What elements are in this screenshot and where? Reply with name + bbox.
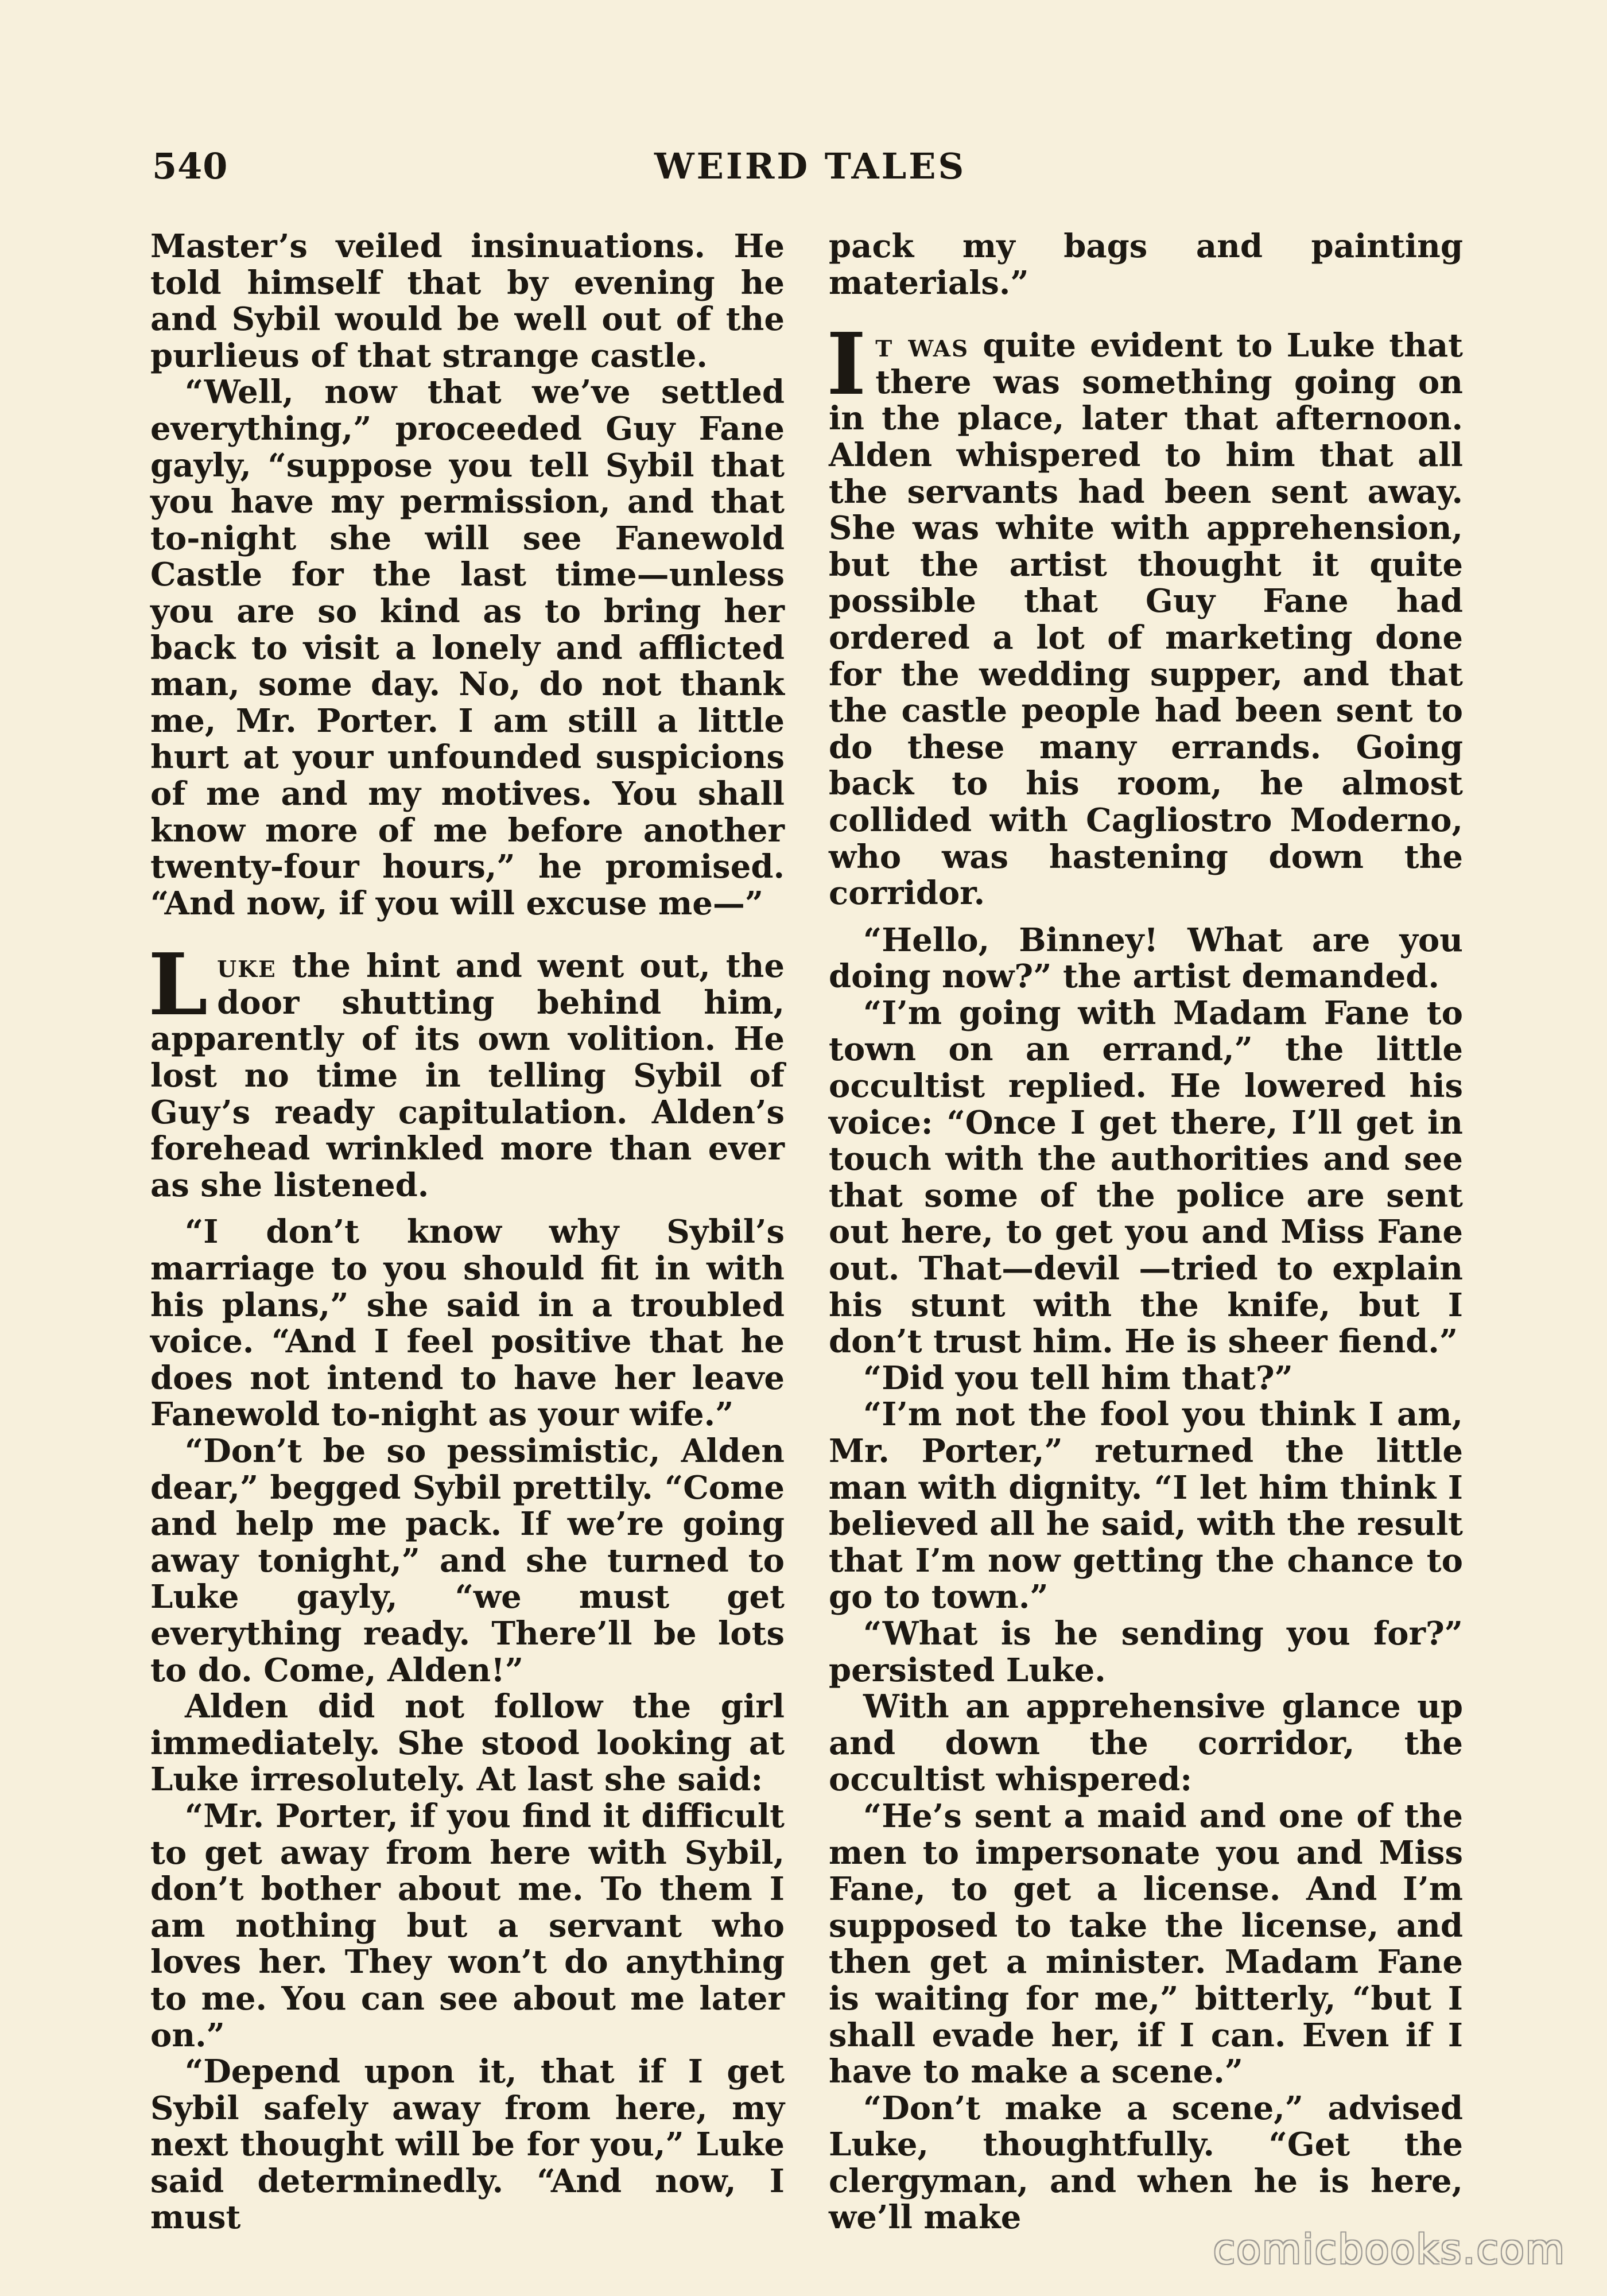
paragraph: “Did you tell him that?” — [863, 1359, 1293, 1397]
paragraph: “Hello, Binney! What are you doing now?” the artist demanded. — [829, 921, 1463, 996]
paragraph: “Don’t make a scene,” advised Luke, thoughtfully. “Get the clergyman, and when he is here, we’ll make — [829, 2089, 1463, 2237]
small-caps-lead: t was — [875, 327, 969, 365]
small-caps-lead: uke — [217, 947, 277, 986]
left-column — [150, 228, 785, 2236]
drop-cap: L — [148, 934, 208, 1035]
page-number: 540 — [152, 145, 228, 187]
watermark: comicbooks.com — [1213, 2226, 1566, 2273]
paragraph: “Mr. Porter, if you find it difficult to get away from here with Sybil, don’t bother about me. To them I am nothing but a servant who loves her. They won’t do anything to me. You can see about me later on.” — [150, 1797, 785, 2054]
paragraph: “I’m not the fool you think I am, Mr. Porter,” returned the little man with dignity. “I let him think I believed all he said, with the result that I’m now getting the chance to go to town.” — [829, 1395, 1463, 1616]
right-column — [826, 227, 1464, 2237]
section-opening-paragraph — [148, 934, 785, 1204]
paragraph: With an apprehensive glance up and down the corridor, the occultist whispered: — [829, 1688, 1463, 1799]
paragraph-lead-text: quite evident to Luke that — [983, 327, 1464, 365]
paragraph: “I’m going with Madam Fane to town on an errand,” the little occultist replied. He lowered his voice: “Once I get there, I’ll get in touch with the authorities and see that some of the police are sent out here, to get you and Miss Fane out. That—devil —tried to explain his stunt with the knife, but I don’t trust him. He is sheer fiend.” — [829, 994, 1463, 1361]
section-opening-paragraph — [826, 314, 1464, 913]
paragraph: “I don’t know why Sybil’s marriage to you should fit in with his plans,” she said in a troubled voice. “And I feel positive that he does not intend to have her leave Fanewold to-night as your wife.” — [150, 1213, 785, 1434]
paragraph: Master’s veiled insinuations. He told himself that by evening he and Sybil would be well out of the purlieus of that strange castle. — [150, 227, 785, 375]
paragraph: “He’s sent a maid and one of the men to impersonate you and Miss Fane, to get a license. And I’m supposed to take the license, and then get a minister. Madam Fane is waiting for me,” bitterly, “but I shall evade her, if I can. Even if I have to make a scene.” — [829, 1797, 1463, 2091]
paragraph-text: there was something going on in the place, later that afternoon. Alden whispered to him that all the servants had been sent away. She was white with apprehension, but the artist thought it quite possible that Guy Fane had ordered a lot of marketing done for the wedding supper, and that the castle people had been sent to do these many errands. Going back to his room, he almost collided with Cagliostro Moderno, who was hastening down the corridor. — [829, 363, 1463, 913]
paragraph-text: the hint and went out, the door shutting behind him, apparently of its own volition. He lost no time in telling Sybil of Guy’s ready capitulation. Alden’s forehead wrinkled more than ever as she listened. — [150, 947, 785, 1204]
paragraph: Alden did not follow the girl immediately. She stood looking at Luke irresolutely. At last she said: — [150, 1688, 785, 1799]
paragraph: pack my bags and painting materials.” — [829, 227, 1463, 302]
running-head: WEIRD TALES — [654, 145, 966, 187]
paragraph: “Depend upon it, that if I get Sybil safely away from here, my next thought will be for you,” Luke said determinedly. “And now, I must — [150, 2053, 785, 2237]
drop-cap: I — [826, 314, 867, 414]
paragraph: “Well, now that we’ve settled everything,” proceeded Guy Fane gayly, “suppose you tell Sybil that you have my permission, and that to-night she will see Fanewold Castle for the last time—unless you are so kind as to bring her back to visit a lonely and afflicted man, some day. No, do not thank me, Mr. Porter. I am still a little hurt at your unfounded suspicions of me and my motives. You shall know more of me before another twenty-four hours,” he promised. “And now, if you will excuse me—” — [150, 373, 785, 922]
paragraph: “What is he sending you for?” persisted Luke. — [829, 1614, 1463, 1689]
paragraph: “Don’t be so pessimistic, Alden dear,” begged Sybil prettily. “Come and help me pack. If we’re going away tonight,” and she turned to Luke gayly, “we must get everything ready. There’ll be lots to do. Come, Alden!” — [150, 1432, 785, 1689]
